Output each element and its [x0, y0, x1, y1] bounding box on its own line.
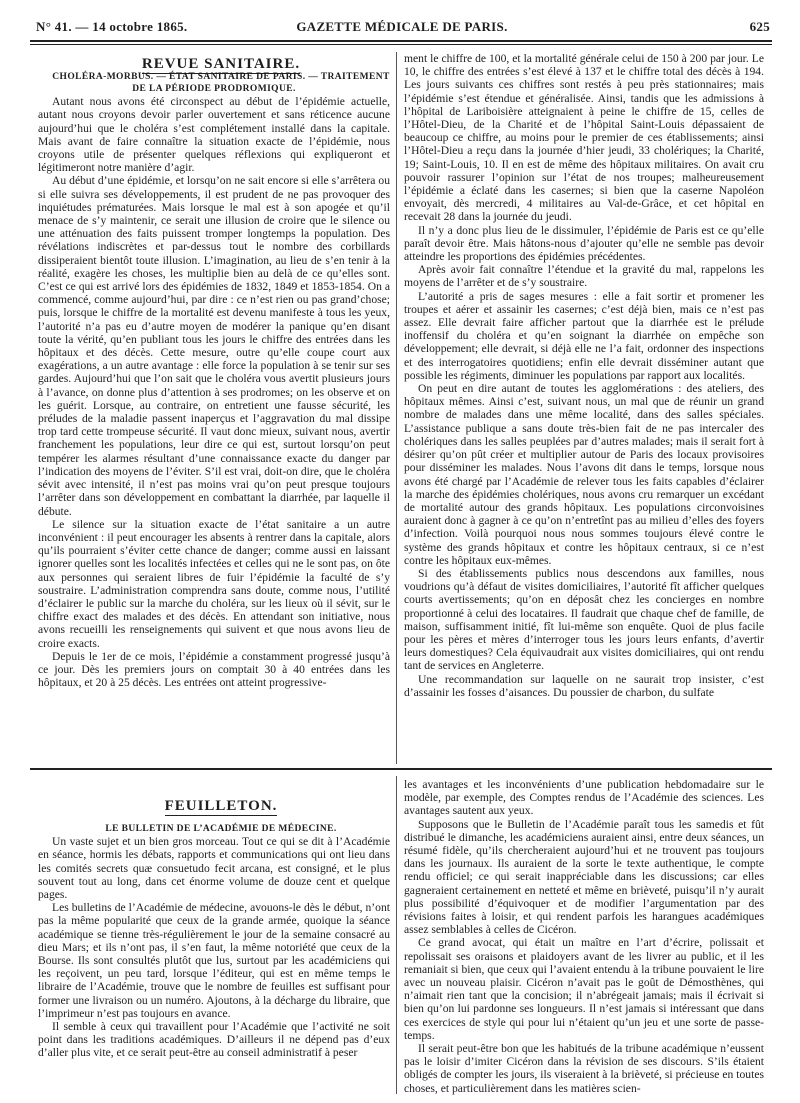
feuilleton-column-right: [404, 778, 764, 1096]
paragraph: Si des établissements publics nous descendons aux familles, nous voudrions qu’à défaut de visites domiciliaires, l’autorité fît afficher quelques courts avertissements; qu’on en déposât chez les concierges en nombre proportionné à celui des locataires. Il faudrait que chaque chef de famille, de maison, suffisamment initié, fît lui-même son enquête. Quoi de plus facile pour les pères et mères d’interroger tous les jours leurs enfants, d’avertir leurs domestiques? Cela équivaudrait aux visites domiciliaires, qui ont rendu tant de services en Angleterre.: [404, 566, 764, 673]
paragraph: Après avoir fait connaître l’étendue et la gravité du mal, rappelons les moyens de l’arrêter et de s’y soustraire.: [404, 263, 764, 290]
feuilleton-column-left: [38, 778, 390, 1096]
column-divider-lower: [396, 776, 397, 1094]
paragraph: Au début d’une épidémie, et lorsqu’on ne sait encore si elle s’arrêtera ou si elle suivra ses développements, il est prudent de ne pas provoquer des inquiétudes prématurées. Mais lorsque le mal est à son apogée et qu’il menace de s’y maintenir, ce serait une illusion de croire que le silence ou une atténuation des faits puissent tromper longtemps la population. Des révélations indiscrètes et par-dessus tout le nombre des corbillards dissiperaient bientôt toute illusion. L’imagination, au lieu de s’en tenir à la réalité, exagère les choses, les multiplie bien au delà de ce qu’elles sont. C’est ce qui est arrivé lors des épidémies de 1832, 1849 et 1853-1854. On a commencé, comme aujourd’hui, par dire : ce n’est rien ou pas grand’chose; puis, lorsque le chiffre de la mortalité est devenu manifeste à tous les yeux, l’autorité n’a pas eu d’autre moyen de modérer la panique qu’en disant toute la vérité, qu’en publiant tous les jours le chiffre des entrées dans les hôpitaux et des décès. Cette mesure, outre qu’elle coupe court aux exagérations, a un autre avantage : elle force la population à se tenir sur ses gardes. Aujourd’hui que l’on sait que le choléra vous avertit plusieurs jours à l’avance, on donne plus d’attention à ses prodromes; on les observe et on les guérit. Lorsque, au contraire, on entretient une fausse sécurité, les préludes de la maladie passent inaperçus et l’aggravation du mal dissipe trop tard cette trompeuse sécurité. Il vaut donc mieux, suivant nous, avertir franchement les populations, leur dire ce qui est, surtout lorsqu’on peut tempérer les alarmes résultant d’une connaissance exacte du danger par l’indication des moyens de l’éviter. S’il est vrai, doit-on dire, que le choléra sévit avec intensité, il n’est pas moins vrai qu’on peut presque toujours l’arrêter dans son développement en combattant la diarrhée, par laquelle il débute.: [38, 174, 390, 518]
feuilleton-subhead: LE BULLETIN DE L’ACADÉMIE DE MÉDECINE.: [105, 824, 337, 835]
feuilleton-title: FEUILLETON.: [164, 798, 278, 814]
paragraph: Il semble à ceux qui travaillent pour l’Académie que l’activité ne soit point dans les traditions académiques. D’ailleurs il ne dépend pas d’eux d’aller plus vite, et ce serait peut-être au conseil administratif à peser: [38, 1020, 390, 1060]
page-header: [28, 16, 776, 38]
revue-subhead: CHOLÉRA-MORBUS. — ÉTAT SANITAIRE DE PARIS. — TRAITEMENT DE LA PÉRIODE PRODROMIQUE.: [52, 72, 390, 95]
revue-column-left: [38, 58, 390, 764]
paragraph: Les bulletins de l’Académie de médecine, avouons-le dès le début, n’ont pas la même popularité que ceux de la grande armée, quoique la séance académique se tienne très-régulièrement le jour de la semaine consacré au dieu Mars; et ils n’ont pas, il s’en faut, la même notoriété que ceux de la Bourse. Ils sont consultés plutôt que lus, surtout par les académiciens qui les reçoivent, un peu tard, lorsque l’éditeur, qui est en même temps le libraire de l’Académie, trouve que le nombre de feuilles est suffisant pour former une livraison ou un numéro. Ajoutons, à la décharge du libraire, que l’imprimeur n’est pas toujours en avance.: [38, 901, 390, 1020]
journal-title: GAZETTE MÉDICALE DE PARIS.: [296, 19, 508, 34]
feuilleton-divider: [30, 768, 772, 770]
paragraph: Un vaste sujet et un bien gros morceau. Tout ce qui se dit à l’Académie en séance, hormis les débats, rapports et communications qui ont lieu dans les comités secrets quæ consuetudo fecit arcana, est consigné, et le plus souvent tout au long, dans cet énorme volume de douze cent et quelque pages.: [38, 835, 390, 902]
revue-title: REVUE SANITAIRE.: [141, 58, 301, 72]
paragraph: Le silence sur la situation exacte de l’état sanitaire a un autre inconvénient : il peut encourager les absents à rentrer dans la capitale, alors qu’ils pourraient s’éviter cette chance de danger; comme aussi en laissant ignorer quelles sont les localités infectées et celles qui ne le sont pas, on ôte aux personnes qui seraient libres de fuir l’épidémie la faculté de s’y soustraire. L’administration comprendra sans doute, comme nous, l’utilité d’éclairer le public sur la marche du choléra, sur les lieux où il sévit, sur le chiffre exact des malades et des décès. En attendant son initiative, nous avons recueilli les renseignements qui suivent et que nous avons lieu de croire exacts.: [38, 517, 390, 650]
header-rule: [30, 40, 772, 42]
paragraph: Ce grand avocat, qui était un maître en l’art d’écrire, polissait et repolissait ses oraisons et plaidoyers avant de les livrer au public, et il les remaniait si bien, que ceux qui l’avaient entendu à la tribune pouvaient le lire avec un nouveau plaisir. Cicéron n’avait pas le goût de Démosthènes, qui n’aimait rien tant que la concision; il n’abrégeait jamais; mais il écrivait si bien qu’on lui pardonne ses longueurs. Il n’est jamais si intéressant que dans ces exercices de style qui pour lui n’étaient qu’un jeu et une sorte de passe-temps.: [404, 936, 764, 1042]
paragraph: Il n’y a donc plus lieu de le dissimuler, l’épidémie de Paris est ce qu’elle paraît devoir être. Mais hâtons-nous d’ajouter qu’elle ne semble pas devoir atteindre les proportions des épidémies précédentes.: [404, 223, 764, 264]
paragraph: Supposons que le Bulletin de l’Académie paraît tous les samedis et fût distribué le dimanche, les académiciens auraient ainsi, entre deux séances, un résumé fidèle, qu’ils chercheraient aujourd’hui et ne trouvent pas toujours dans les journaux. Ils auraient de la sorte le texte authentique, le compte rendu officiel; ce qui serait inappréciable dans les discussions; car elles gagneraient certainement en netteté et même en brièveté, puisqu’il n’y aurait plus possibilité d’équivoquer et de modifier l’argumentation par des révisions faites à loisir, et qui rendent parfois les harangues académiques assez semblables à celles de Cicéron.: [404, 817, 764, 937]
paragraph: les avantages et les inconvénients d’une publication hebdomadaire sur le modèle, par exemple, des Comptes rendus de l’Académie des sciences. Les avantages sautent aux yeux.: [404, 778, 764, 818]
column-divider: [396, 52, 397, 764]
paragraph: Une recommandation sur laquelle on ne saurait trop insister, c’est d’assainir les fosses d’aisances. Du poussier de charbon, du sulfate: [404, 672, 764, 699]
paragraph: On peut en dire autant de toutes les agglomérations : des ateliers, des hôpitaux mêmes. Ainsi c’est, suivant nous, un mal que de réunir un grand nombre de malades dans une même localité, dans des salles spéciales. L’assistance publique a sans doute très-bien fait de ne pas intercaler des cholériques dans les salles peuplées par d’autres malades; mais il serait fort à désirer qu’on pût créer et multiplier autour de Paris des locaux provisoires pour disséminer les malades. Nous l’avons dit dans le temps, lorsque nous avons été chargé par l’Académie de relever tous les faits capables d’éclairer la marche des épidémies cholériques, nous avons cru remarquer un excédant de mortalité autour des grands hôpitaux. Les populations circonvoisines auraient donc à gagner à ce qu’on n’entretînt pas au milieu d’elles des foyers d’infection. Voilà pourquoi nous nous sommes toujours élevé contre le système des grands hôpitaux et contre les hôpitaux centraux, si ce n’est contre les hôpitaux eux-mêmes.: [404, 382, 764, 567]
paragraph: Autant nous avons été circonspect au début de l’épidémie actuelle, autant nous croyons devoir parler ouvertement et sans réticence aucune aujourd’hui que le choléra s’est complétement installé dans la capitale. Mais avant de faire connaître la situation exacte de l’épidémie, nous croyons utile de présenter quelques réflexions qui expliqueront et légitimeront notre manière d’agir.: [38, 95, 390, 175]
paragraph: Il serait peut-être bon que les habitués de la tribune académique n’eussent pas le loisir d’imiter Cicéron dans la révision de ses discours. S’ils étaient obligés de compter les jours, ils viseraient à la brièveté, si précieuse en toutes choses, et particulièrement dans les matières scien-: [404, 1042, 764, 1095]
paragraph: Depuis le 1er de ce mois, l’épidémie a constamment progressé jusqu’à ce jour. Dès les premiers jours on comptait 30 à 40 entrées dans les hôpitaux, et 20 à 25 décès. Les entrées ont atteint progressive-: [38, 649, 390, 690]
header-rule-thin: [30, 44, 772, 45]
paragraph: L’autorité a pris de sages mesures : elle a fait sortir et promener les troupes et aérer et assainir les casernes; c’est déjà bien, mais ce n’est pas assez. Elle devrait faire afficher partout que la diarrhée est le prélude inoffensif du choléra et qu’en soignant la diarrhée on empêche son développement; elle devrait, si déjà elle ne l’a fait, ordonner des inspections et des interrogatoires quotidiens; enfin elle devrait disséminer autant que possible les régiments, diminuer les populations par rapport aux localités.: [404, 289, 764, 382]
paragraph: ment le chiffre de 100, et la mortalité générale celui de 150 à 200 par jour. Le 10, le chiffre des entrées s’est élevé à 137 et le chiffre total des décès à 194. Les jours suivants ces chiffres sont restés à peu près stationnaires; mais l’épidémie s’est étendue et généralisée. Ainsi, tandis que les admissions à l’hôpital de Lariboisière atteignaient à peine le chiffre de 15, celles de l’Hôtel-Dieu, de la Charité et de l’hôpital Saint-Louis dépassaient de beaucoup ce chiffre, au moins pour le premier de ces établissements; ainsi l’Hôtel-Dieu a reçu dans la journée d’hier jeudi, 33 cholériques; la Charité, 19; Saint-Louis, 10. Il en est de même des hôpitaux militaires. On avait cru pouvoir rassurer l’opinion sur l’état de nos troupes; malheureusement l’épidémie a éclaté dans les casernes; si bien que la caserne Napoléon envoyait, dès mercredi, 4 militaires au Val-de-Grâce, et cet hôpital en recevait 28 dans la journée du jeudi.: [404, 52, 764, 224]
page-number: 625: [749, 19, 770, 34]
issue-number: N° 41. — 14 octobre 1865.: [36, 19, 188, 34]
revue-column-right: [404, 52, 764, 764]
